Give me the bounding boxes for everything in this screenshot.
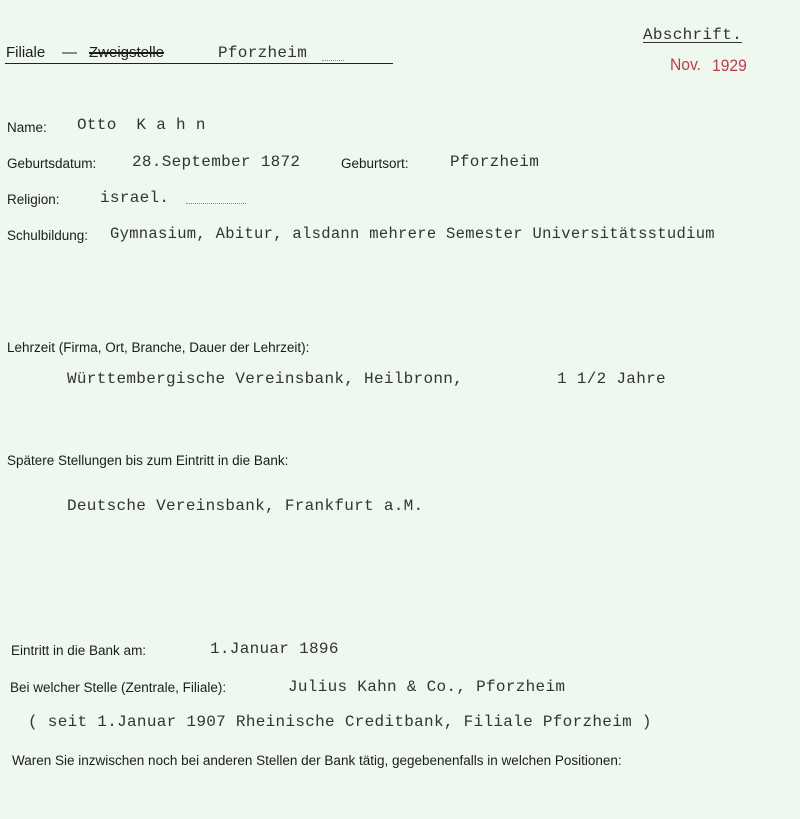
entry-value: 1.Januar 1896	[210, 640, 339, 658]
entry-label: Eintritt in die Bank am:	[11, 643, 147, 658]
birth-place-label: Geburtsort:	[341, 156, 409, 171]
header-underline	[5, 63, 393, 64]
branch-location: Pforzheim	[218, 44, 308, 62]
later-positions-label: Spätere Stellungen bis zum Eintritt in die Bank:	[7, 453, 289, 468]
branch-value: Julius Kahn & Co., Pforzheim	[288, 678, 566, 696]
branch-label: Bei welcher Stelle (Zentrale, Filiale):	[10, 680, 227, 695]
other-positions-label: Waren Sie inzwischen noch bei anderen Stellen der Bank tätig, gegebenenfalls in welchen Positionen:	[12, 753, 622, 768]
schooling-label: Schulbildung:	[7, 228, 89, 243]
header-dash: —	[62, 44, 77, 61]
date-stamp-year: 1929	[712, 56, 747, 75]
name-value: Otto K a h n	[77, 116, 206, 134]
birth-date-label: Geburtsdatum:	[7, 156, 97, 171]
later-positions-value: Deutsche Vereinsbank, Frankfurt a.M.	[67, 497, 424, 515]
copy-mark: Abschrift.	[643, 26, 743, 44]
birth-place-value: Pforzheim	[450, 153, 540, 171]
religion-value: israel.	[100, 189, 170, 207]
apprenticeship-label: Lehrzeit (Firma, Ort, Branche, Dauer der Lehrzeit):	[7, 340, 310, 355]
date-stamp-month: Nov.	[670, 55, 702, 74]
zweigstelle-label: Zweigstelle	[89, 44, 165, 61]
apprenticeship-firm: Württembergische Vereinsbank, Heilbronn,	[67, 370, 464, 388]
location-dotted-line	[322, 60, 344, 61]
religion-dotted-line	[186, 203, 246, 204]
birth-date-value: 28.September 1872	[132, 153, 301, 171]
filiale-label: Filiale	[6, 44, 46, 61]
name-label: Name:	[7, 120, 47, 135]
schooling-value: Gymnasium, Abitur, alsdann mehrere Semester Universitätsstudium	[110, 225, 715, 243]
religion-label: Religion:	[7, 192, 60, 207]
branch-note: ( seit 1.Januar 1907 Rheinische Creditbank, Filiale Pforzheim )	[28, 713, 652, 731]
apprenticeship-duration: 1 1/2 Jahre	[557, 370, 666, 388]
